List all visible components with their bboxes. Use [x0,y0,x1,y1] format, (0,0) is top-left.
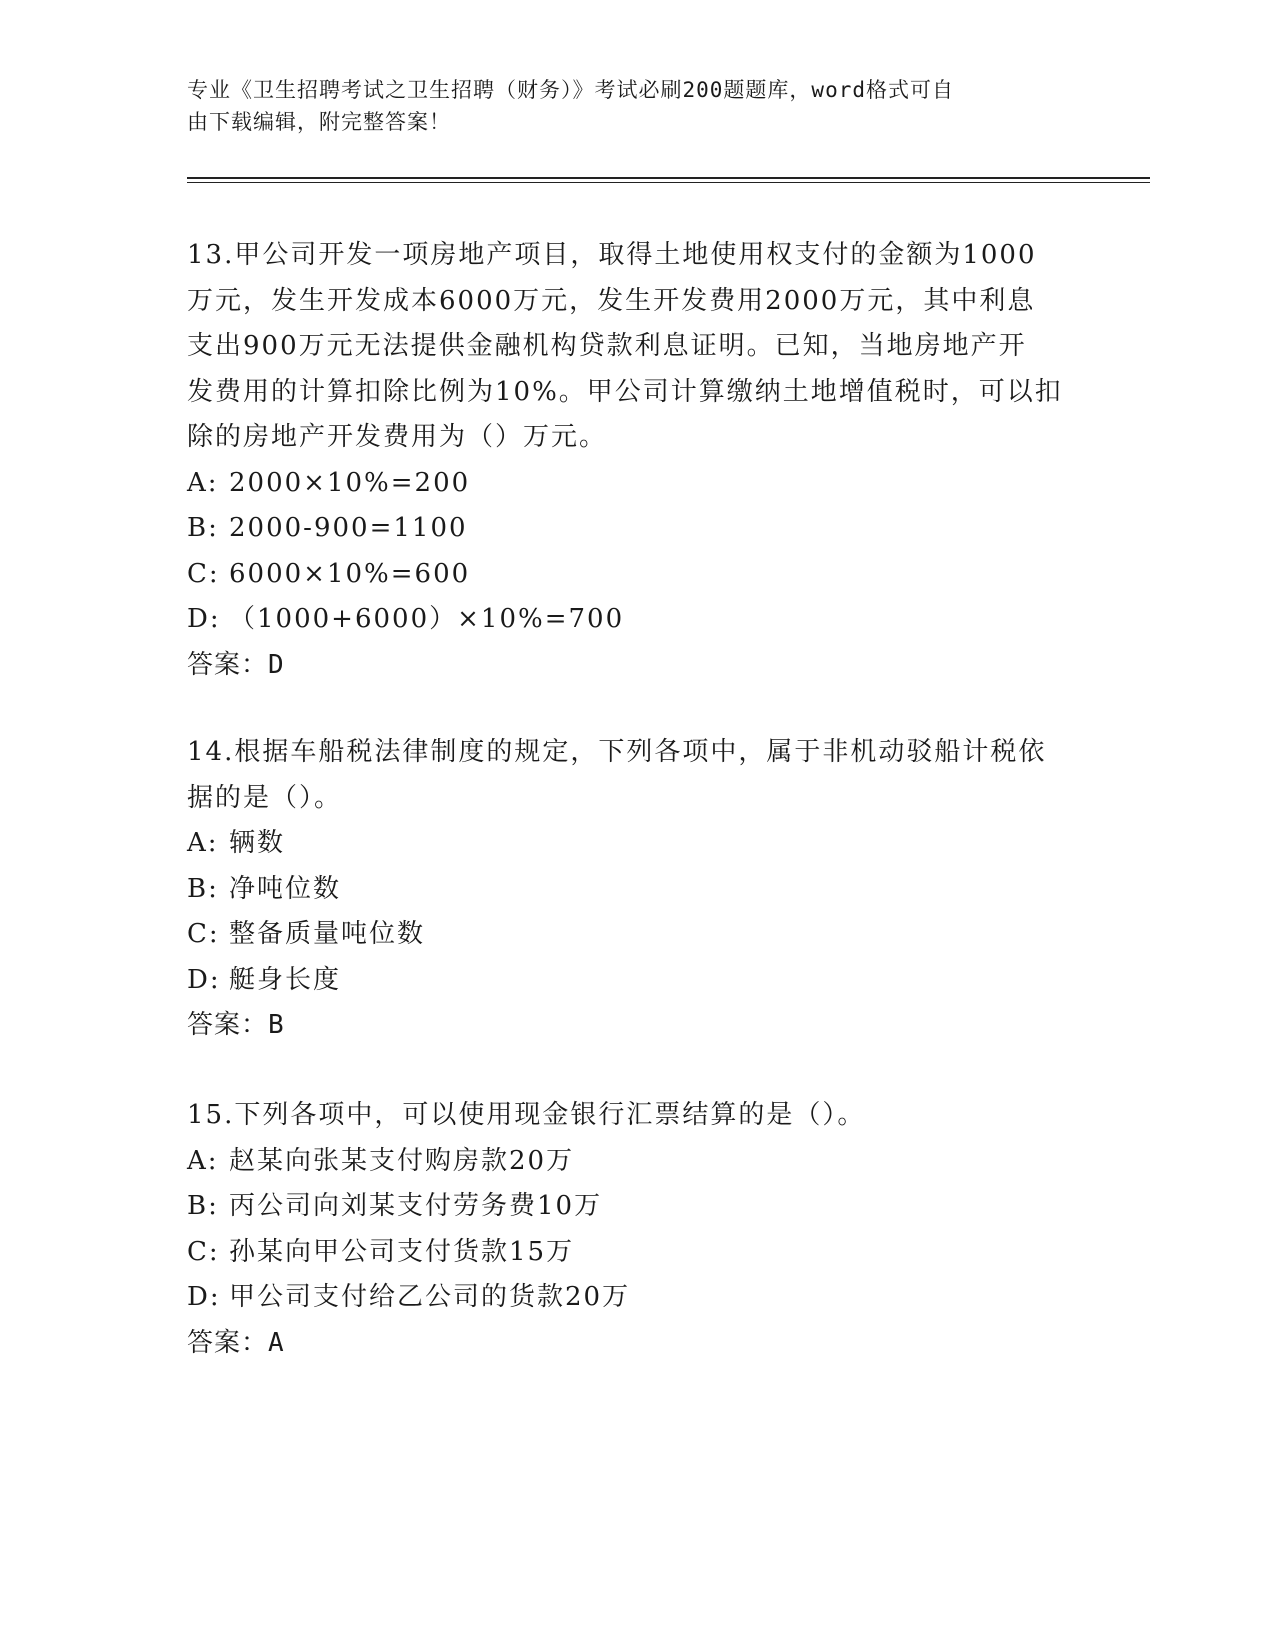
header-line-2: 由下载编辑，附完整答案！ [187,110,451,134]
option-letter: C: [187,558,220,589]
question-stem-line: 除的房地产开发费用为（）万元。 [187,422,608,452]
option-text: 2000×10%=200 [229,467,471,498]
option-letter: C: [187,1236,220,1267]
option-letter: D: [187,604,221,634]
option-c [187,552,1087,598]
option-c [187,912,1087,958]
option-text: 2000-900=1100 [229,513,468,543]
option-text: 丙公司向刘某支付劳务费10万 [229,1191,603,1221]
option-text: （1000+6000）×10%=700 [229,604,625,634]
question-stem-line: 13.甲公司开发一项房地产项目，取得土地使用权支付的金额为1000 [187,240,1037,270]
option-text: 甲公司支付给乙公司的货款20万 [229,1282,631,1312]
option-d [187,597,1087,643]
option-a [187,461,1087,507]
question-stem-line: 支出900万元无法提供金融机构贷款利息证明。已知，当地房地产开 [187,331,1027,361]
option-letter: B: [187,513,219,543]
question-stem-line: 发费用的计算扣除比例为10%。甲公司计算缴纳土地增值税时，可以扣 [187,376,1063,407]
answer-line: 答案：A [187,1327,285,1358]
header-divider-thin [187,182,1150,183]
option-text: 整备质量吨位数 [229,919,426,949]
option-text: 孙某向甲公司支付货款15万 [229,1236,575,1267]
option-letter: D: [187,964,221,995]
option-letter: A: [187,467,219,498]
option-a [187,821,1087,867]
answer-line: 答案：B [187,1010,285,1040]
question-stem-line: 万元，发生开发成本6000万元，发生开发费用2000万元，其中利息 [187,285,1036,316]
option-c [187,1230,1087,1276]
option-letter: B: [187,1191,219,1221]
header-line-1: 专业《卫生招聘考试之卫生招聘（财务）》考试必刷200题题库，word格式可自 [187,78,954,102]
option-letter: C: [187,919,220,949]
question-15 [187,1093,1087,1366]
option-letter: A: [187,1145,219,1176]
option-a [187,1139,1087,1185]
option-text: 辆数 [229,828,286,858]
question-stem-line: 14.根据车船税法律制度的规定，下列各项中，属于非机动驳船计税依 [187,737,1047,767]
option-d [187,958,1087,1004]
option-letter: D: [187,1282,221,1312]
question-stem-line: 15.下列各项中，可以使用现金银行汇票结算的是（）。 [187,1100,866,1130]
question-13 [187,233,1087,688]
option-text: 6000×10%=600 [229,558,471,589]
option-b [187,867,1087,913]
option-text: 净吨位数 [229,873,342,904]
header-divider-thick [187,177,1150,179]
option-b [187,506,1087,552]
option-text: 赵某向张某支付购房款20万 [229,1145,575,1176]
question-14 [187,730,1087,1049]
question-stem-line: 据的是（）。 [187,782,343,813]
option-text: 艇身长度 [229,964,342,995]
option-letter: B: [187,873,219,904]
option-b [187,1184,1087,1230]
option-letter: A: [187,828,219,858]
option-d [187,1275,1087,1321]
answer-line: 答案：D [187,649,285,680]
document-header [187,74,1067,138]
